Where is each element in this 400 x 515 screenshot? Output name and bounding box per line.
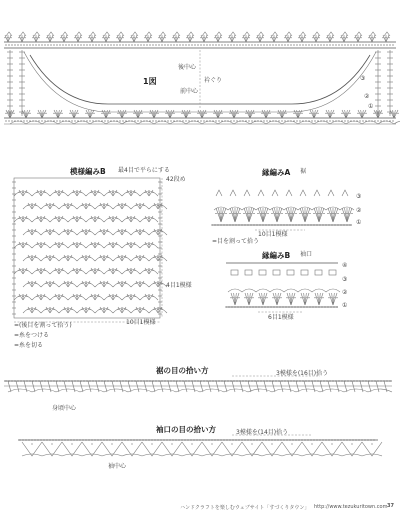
edging-a-chart	[211, 190, 354, 230]
pattern-b-chart	[12, 178, 167, 322]
page-number: 37	[387, 503, 394, 509]
hem-center-label: 身頃中心	[52, 405, 77, 412]
edging-b-row-4: ④	[342, 262, 348, 269]
legend-split-stitch: =(後目を割って拾う)	[14, 322, 72, 329]
edging-a-row-2: ②	[356, 207, 362, 214]
edging-a-row-3: ③	[356, 193, 362, 200]
figure1-label: 1図	[143, 77, 157, 86]
hem-pickup-chart	[4, 376, 392, 392]
edging-b-title: 縁編みB	[262, 251, 291, 260]
footer-url: http://www.tezukuritown.com	[314, 504, 388, 510]
footer-site: ハンドクラフトを楽しむウェブサイト「すづくりタウン」	[180, 505, 310, 511]
pattern-b-side-count: 4目1模様	[166, 282, 192, 289]
edging-b-row-2: ②	[342, 289, 348, 296]
pattern-b-note: 最4目で平らにする	[118, 167, 170, 174]
edging-a-count: 10目1模様	[258, 231, 288, 238]
collar-label: 衿ぐり	[204, 77, 223, 84]
figure1-chart	[4, 32, 400, 124]
front-center-label: 前中心	[180, 88, 199, 95]
figure1-row-2: ②	[364, 93, 370, 100]
legend-cut-yarn: =糸を切る	[14, 342, 44, 349]
sleeve-pickup-chart	[18, 435, 382, 456]
back-center-label: 後中心	[178, 64, 197, 71]
sleeve-center-label: 袖中心	[108, 463, 127, 470]
edging-a-title: 縁編みA	[262, 168, 291, 177]
edging-b-row-3: ③	[342, 276, 348, 283]
legend-join-yarn: =糸をつける	[14, 332, 50, 339]
edging-b-count: 6目1模様	[268, 314, 294, 321]
edging-a-legend: =目を割って拾う	[212, 238, 260, 245]
edging-b-sub: 袖口	[300, 251, 313, 258]
sleeve-pickup-title: 袖口の目の拾い方	[156, 425, 216, 434]
hem-pickup-title: 裾の目の拾い方	[156, 366, 209, 375]
sleeve-pickup-count: 3模様を(14目)拾う	[236, 429, 289, 436]
edging-b-chart	[225, 263, 340, 312]
pattern-b-row-count: 42段め	[166, 176, 186, 183]
figure1-row-3: ③	[360, 75, 366, 82]
edging-b-row-1: ①	[342, 302, 348, 309]
edging-a-row-1: ①	[356, 219, 362, 226]
pattern-b-bottom-count: 10目1模様	[126, 319, 156, 326]
edging-a-sub: 裾	[300, 168, 307, 175]
hem-pickup-count: 3模様を(16目)拾う	[276, 370, 329, 377]
pattern-b-title: 模様編みB	[70, 167, 106, 176]
figure1-row-1: ①	[368, 103, 374, 110]
